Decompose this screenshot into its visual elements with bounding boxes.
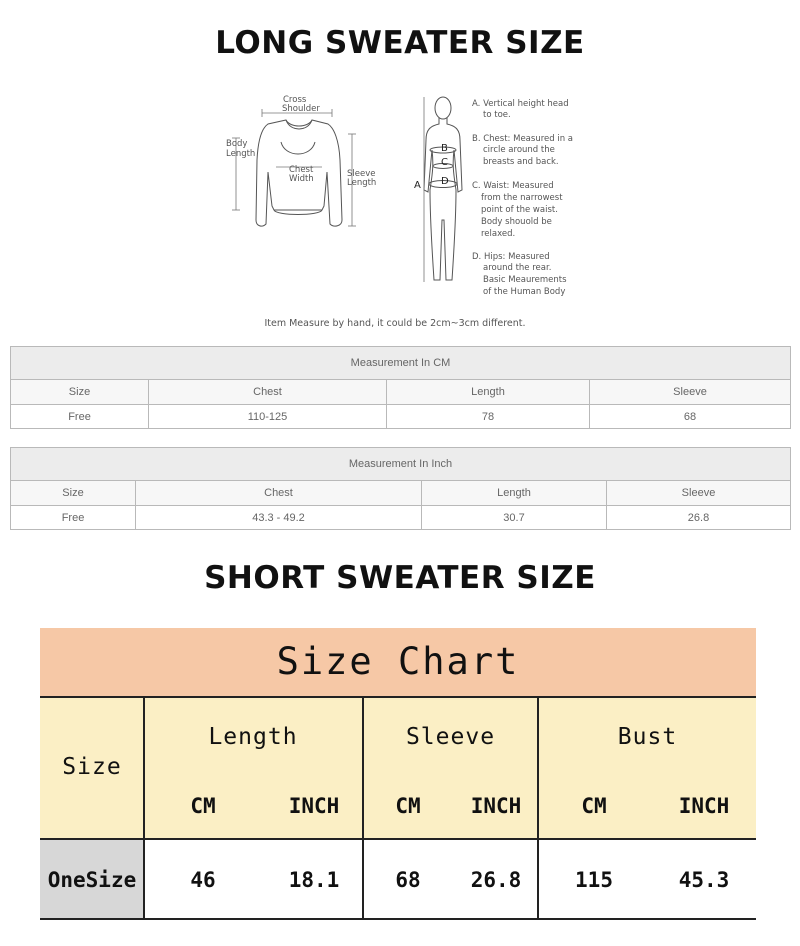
sleeve-length-label-2: Length — [347, 178, 377, 188]
letter-c: C — [441, 157, 448, 168]
letter-d: D — [441, 176, 449, 187]
value-bust-cm: 115 — [575, 868, 613, 892]
svg-text:around the rear.: around the rear. — [483, 263, 552, 273]
svg-text:to toe.: to toe. — [483, 110, 511, 120]
body-length-label-2: Length — [226, 149, 256, 159]
svg-text:point of the waist.: point of the waist. — [481, 205, 558, 215]
size-header: Size — [62, 754, 122, 780]
col-header-chest: Chest — [136, 481, 422, 506]
col-header-sleeve: Sleeve — [607, 481, 791, 506]
group-sleeve: Sleeve — [405, 724, 496, 750]
svg-text:D. Hips: Measured: D. Hips: Measured — [472, 252, 550, 262]
value-length-inch: 18.1 — [288, 868, 340, 892]
svg-text:Basic Meaurements: Basic Meaurements — [483, 275, 567, 285]
table-caption: Measurement In Inch — [11, 448, 791, 481]
table-row — [11, 405, 791, 429]
unit-sleeve-cm: CM — [395, 794, 421, 818]
size-chart — [40, 628, 756, 918]
value-sleeve-cm: 68 — [395, 868, 421, 892]
unit-length-inch: INCH — [288, 794, 340, 818]
svg-text:C. Waist: Measured: C. Waist: Measured — [472, 181, 554, 191]
cell-size: Free — [11, 506, 136, 530]
value-sleeve-inch: 26.8 — [470, 868, 522, 892]
cell-sleeve: 26.8 — [607, 506, 791, 530]
unit-sleeve-inch: INCH — [470, 794, 522, 818]
cell-length: 30.7 — [422, 506, 607, 530]
col-header-size: Size — [11, 380, 149, 405]
measurement-table-inch — [10, 447, 791, 530]
col-header-sleeve: Sleeve — [590, 380, 791, 405]
short-sweater-title: SHORT SWEATER SIZE — [204, 560, 596, 596]
value-bust-inch: 45.3 — [678, 868, 730, 892]
cell-length: 78 — [387, 405, 590, 429]
unit-bust-cm: CM — [581, 794, 607, 818]
body-length-label: Body — [226, 139, 248, 149]
measurement-diagram — [0, 80, 800, 320]
col-header-size: Size — [11, 481, 136, 506]
table-row — [11, 506, 791, 530]
cross-shoulder-label-2: Shoulder — [282, 104, 320, 114]
sleeve-length-label: Sleeve — [347, 169, 376, 179]
cross-shoulder-label: Cross — [283, 95, 307, 105]
col-header-length: Length — [387, 380, 590, 405]
chest-width-label-2: Width — [289, 174, 314, 184]
size-chart-title: Size Chart — [40, 628, 756, 698]
svg-text:Body shouold be: Body shouold be — [481, 217, 552, 227]
cell-chest: 110-125 — [149, 405, 387, 429]
col-header-length: Length — [422, 481, 607, 506]
chest-width-label: Chest — [289, 165, 314, 175]
cell-chest: 43.3 - 49.2 — [136, 506, 422, 530]
unit-bust-inch: INCH — [678, 794, 730, 818]
measure-note: Item Measure by hand, it could be 2cm~3cm different. — [264, 318, 526, 329]
group-bust: Bust — [617, 724, 678, 750]
cell-size: Free — [11, 405, 149, 429]
unit-length-cm: CM — [190, 794, 216, 818]
group-length: Length — [208, 724, 298, 750]
table-caption: Measurement In CM — [11, 347, 791, 380]
svg-text:of the Human Body: of the Human Body — [483, 287, 566, 297]
letter-a: A — [414, 180, 421, 191]
measurement-table-cm — [10, 346, 791, 429]
long-sweater-title: LONG SWEATER SIZE — [215, 25, 585, 61]
svg-text:relaxed.: relaxed. — [481, 229, 516, 239]
measurement-legend — [472, 99, 573, 297]
body-figure — [424, 97, 462, 280]
svg-text:A. Vertical height head: A. Vertical height head — [472, 99, 569, 109]
svg-text:B. Chest: Measured in a: B. Chest: Measured in a — [472, 134, 573, 144]
letter-b: B — [441, 143, 448, 154]
cell-sleeve: 68 — [590, 405, 791, 429]
svg-text:breasts and back.: breasts and back. — [483, 157, 559, 167]
value-length-cm: 46 — [190, 868, 216, 892]
svg-text:circle around the: circle around the — [483, 145, 555, 155]
col-header-chest: Chest — [149, 380, 387, 405]
row-label-onesize: OneSize — [47, 868, 137, 892]
svg-text:from the narrowest: from the narrowest — [481, 193, 563, 203]
